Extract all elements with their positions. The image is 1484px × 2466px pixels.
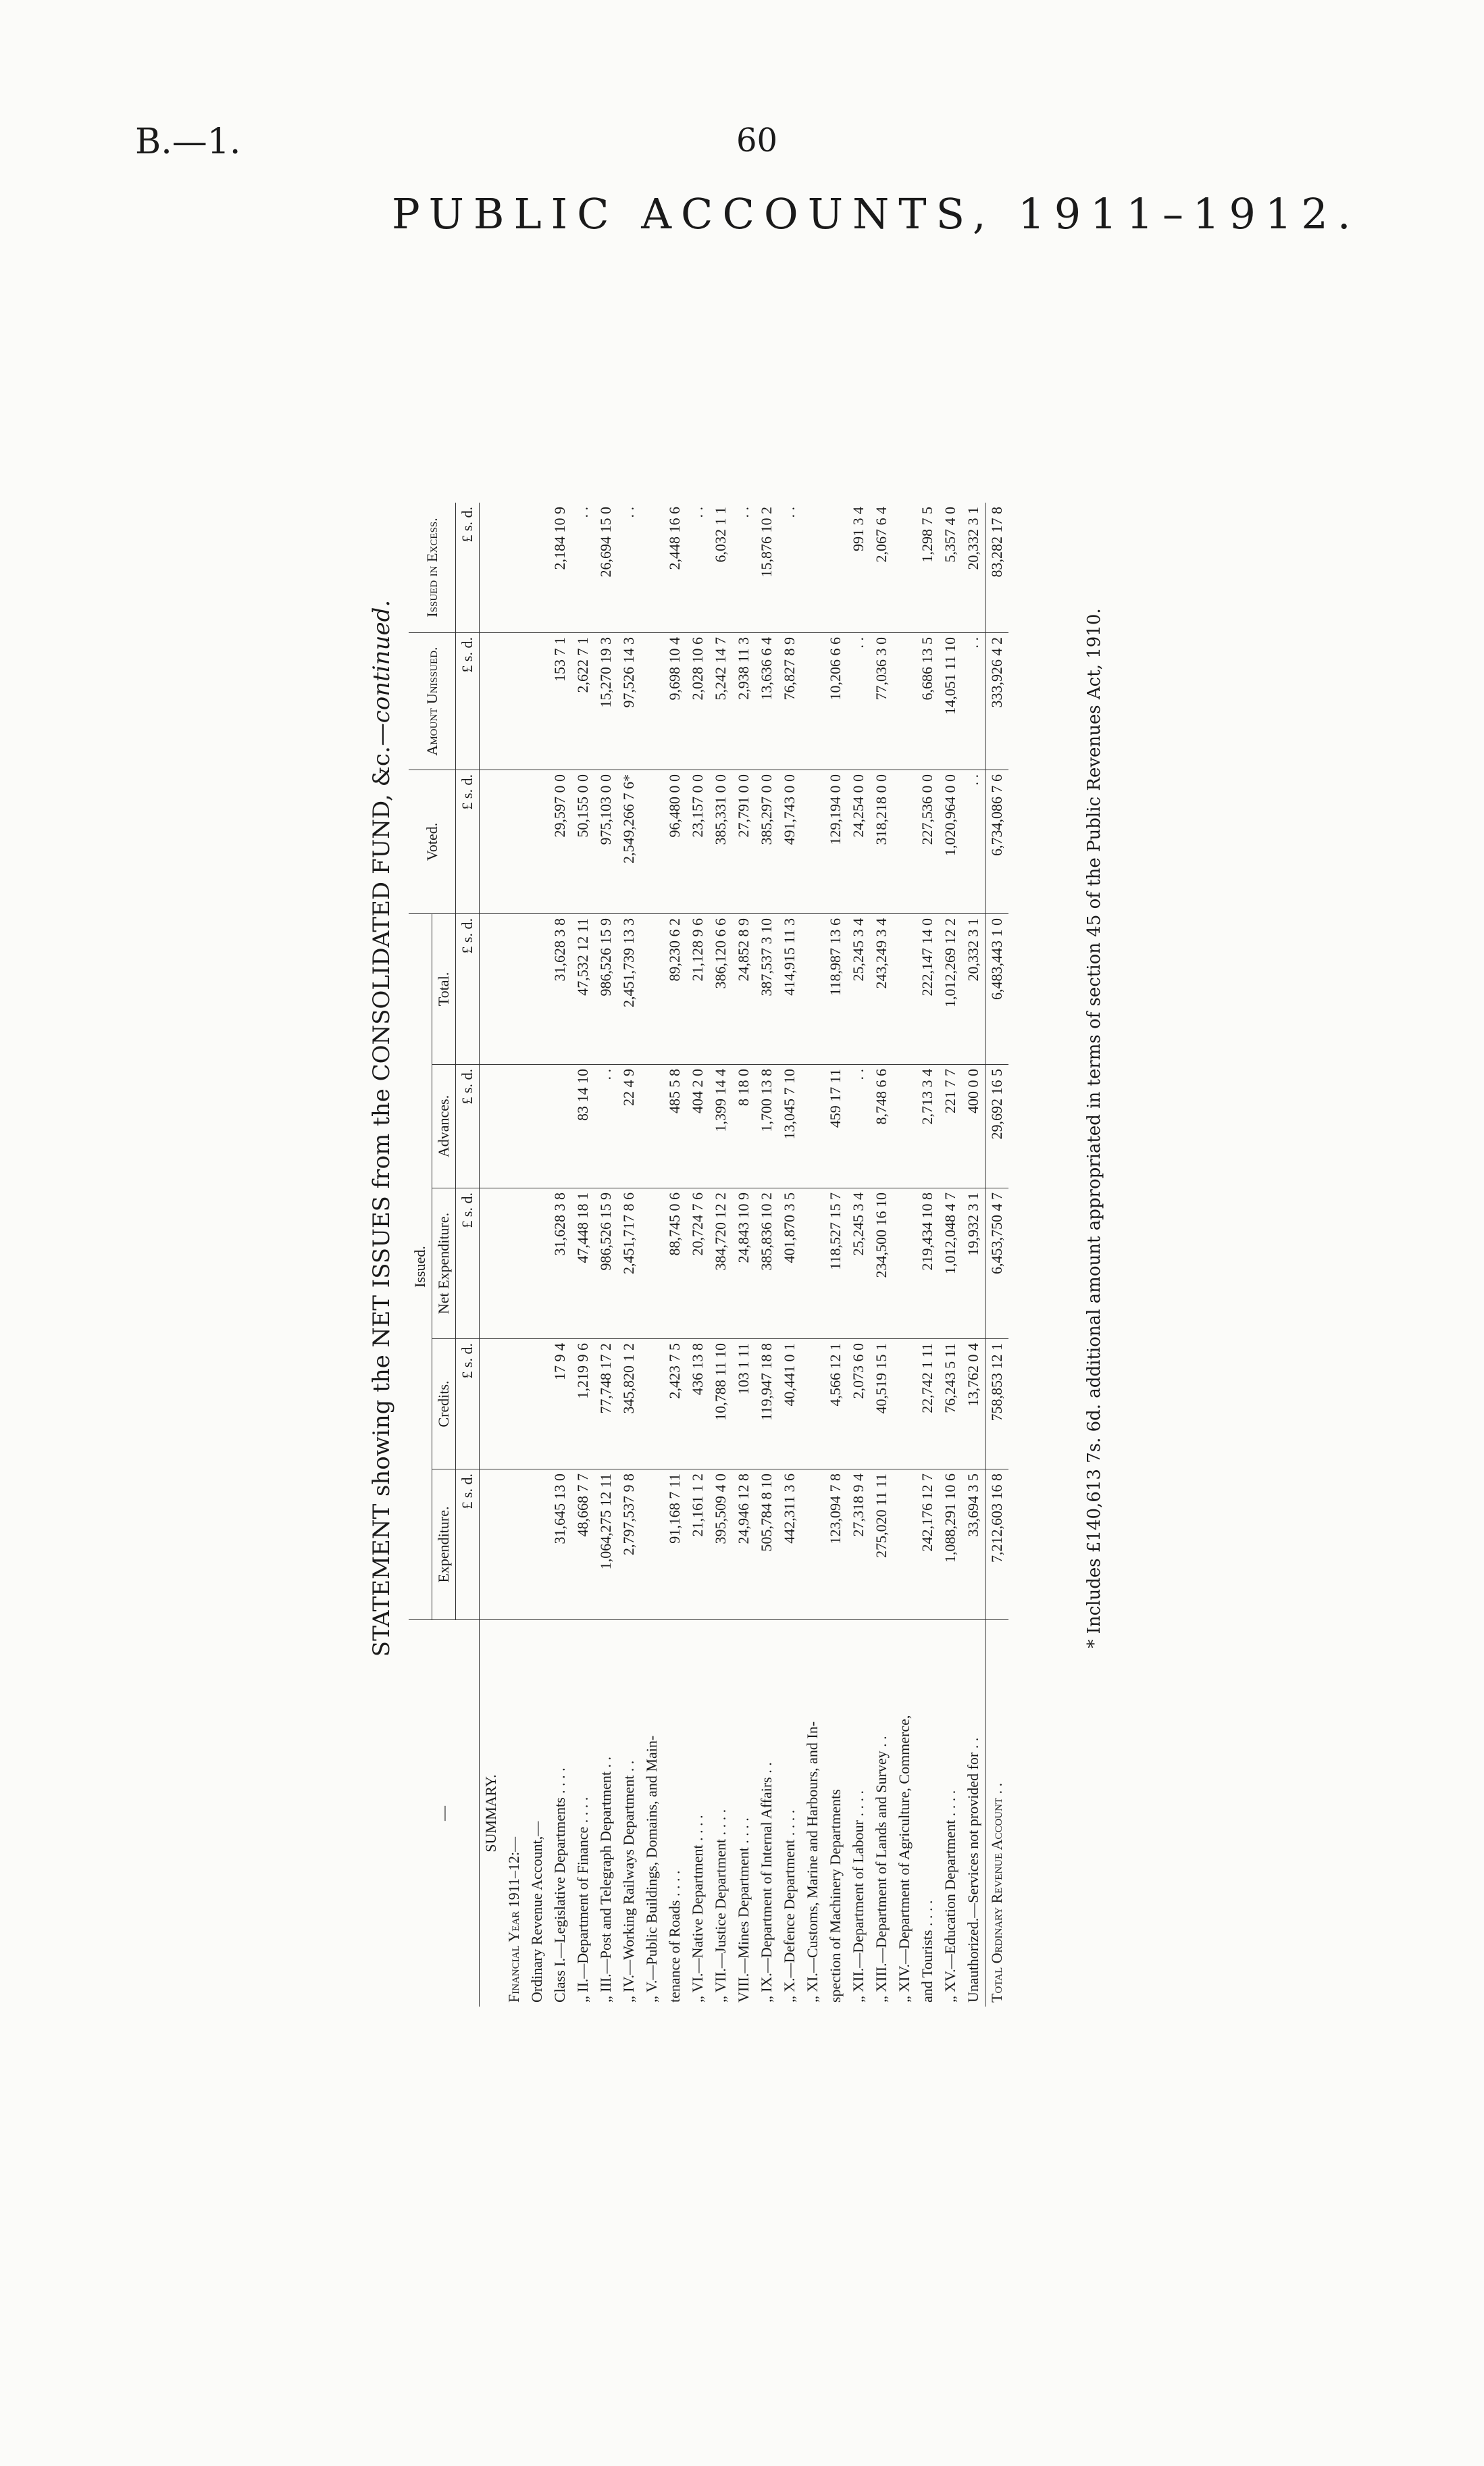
cell-advances <box>640 1065 663 1188</box>
header-credits: Credits. <box>432 1339 456 1469</box>
cell-amount-unissued: 14,051 11 10 <box>939 633 962 770</box>
page-number: 60 <box>736 122 778 159</box>
cell-voted: 1,020,964 0 0 <box>939 770 962 914</box>
cell-expenditure: 505,784 8 10 <box>755 1469 778 1620</box>
header-issued: Issued. <box>409 914 432 1620</box>
cell-expenditure: 91,168 7 11 <box>663 1469 686 1620</box>
cell-total: 20,332 3 1 <box>962 914 986 1065</box>
cell-voted: 491,743 0 0 <box>778 770 801 914</box>
cell-net-expenditure: 2,451,717 8 6 <box>617 1188 640 1339</box>
cell-amount-unissued: 153 7 1 <box>548 633 571 770</box>
cell-net-expenditure: 47,448 18 1 <box>571 1188 594 1339</box>
footnote: * Includes £140,613 7s. 6d. additional amount appropriated in terms of section 45 of the Public Revenues Act, 1910. <box>1084 608 1104 1649</box>
cell-advances: 485 5 8 <box>663 1065 686 1188</box>
cell-credits: 13,762 0 4 <box>962 1339 986 1469</box>
cell-expenditure: 442,311 3 6 <box>778 1469 801 1620</box>
cell-net-expenditure <box>893 1188 916 1339</box>
cell-amount-unissued: 2,938 11 3 <box>732 633 755 770</box>
cell-voted: 129,194 0 0 <box>824 770 847 914</box>
cell-total: 986,526 15 9 <box>594 914 617 1065</box>
cell-advances: 459 17 11 <box>824 1065 847 1188</box>
cell-total: 21,128 9 6 <box>686 914 709 1065</box>
cell-amount-unissued: 15,270 19 3 <box>594 633 617 770</box>
cell-credits: 22,742 1 11 <box>916 1339 939 1469</box>
total-voted: 6,734,086 7 6 <box>986 770 1009 914</box>
table-row <box>870 503 893 2007</box>
cell-total: 1,012,269 12 2 <box>939 914 962 1065</box>
cell-amount-unissued: 10,206 6 6 <box>824 633 847 770</box>
cell-amount-unissued <box>893 633 916 770</box>
table-row <box>640 503 663 2007</box>
page-title: PUBLIC ACCOUNTS, 1911–1912. <box>392 189 1360 238</box>
cell-expenditure: 24,946 12 8 <box>732 1469 755 1620</box>
cell-expenditure: 27,318 9 4 <box>847 1469 870 1620</box>
cell-amount-unissued: . . <box>962 633 986 770</box>
currency-label: £ s. d. <box>456 914 480 1065</box>
cell-credits <box>893 1339 916 1469</box>
cell-advances: . . <box>594 1065 617 1188</box>
cell-advances: 83 14 10 <box>571 1065 594 1188</box>
cell-total: 243,249 3 4 <box>870 914 893 1065</box>
row-label: „ VI.—Native Department . . . . <box>686 1620 709 2007</box>
cell-net-expenditure: 385,836 10 2 <box>755 1188 778 1339</box>
cell-issued-in-excess: 2,184 10 9 <box>551 507 568 570</box>
cell-credits: 103 1 11 <box>732 1339 755 1469</box>
cell-issued-in-excess: . . <box>620 507 637 518</box>
cell-expenditure: 275,020 11 11 <box>870 1469 893 1620</box>
row-label: VIII.—Mines Department . . . . <box>732 1620 755 2007</box>
cell-net-expenditure: 384,720 12 2 <box>709 1188 732 1339</box>
cell-voted: 27,791 0 0 <box>732 770 755 914</box>
cell-voted: 385,331 0 0 <box>709 770 732 914</box>
cell-expenditure: 48,668 7 7 <box>571 1469 594 1620</box>
cell-voted <box>640 770 663 914</box>
currency-label: £ s. d. <box>456 1188 480 1339</box>
table-row <box>778 503 801 2007</box>
cell-credits: 77,748 17 2 <box>594 1339 617 1469</box>
row-label: and Tourists . . . . <box>916 1620 939 2007</box>
cell-total <box>640 914 663 1065</box>
cell-total <box>801 914 824 1065</box>
row-label: „ IV.—Working Railways Department . . <box>617 1620 640 2007</box>
cell-amount-unissued: 6,686 13 5 <box>916 633 939 770</box>
row-label: „ II.—Department of Finance . . . . <box>571 1620 594 2007</box>
cell-total: 47,532 12 11 <box>571 914 594 1065</box>
cell-voted: . . <box>962 770 986 914</box>
cell-advances: 2,713 3 4 <box>916 1065 939 1188</box>
total-expenditure: 7,212,603 16 8 <box>986 1469 1009 1620</box>
cell-credits: 10,788 11 10 <box>709 1339 732 1469</box>
cell-issued-in-excess <box>824 503 847 633</box>
cell-advances <box>548 1065 571 1188</box>
cell-credits: 76,243 5 11 <box>939 1339 962 1469</box>
cell-net-expenditure: 986,526 15 9 <box>594 1188 617 1339</box>
cell-advances: 221 7 7 <box>939 1065 962 1188</box>
total-total: 6,483,443 1 0 <box>986 914 1009 1065</box>
cell-voted <box>801 770 824 914</box>
table-row <box>755 503 778 2007</box>
cell-amount-unissued: 77,036 3 0 <box>870 633 893 770</box>
header-total: Total. <box>432 914 456 1065</box>
document-code: B.—1. <box>135 122 241 162</box>
cell-issued-in-excess: 15,876 10 2 <box>758 507 775 578</box>
cell-issued-in-excess: 991 3 4 <box>850 507 867 551</box>
cell-voted <box>893 770 916 914</box>
cell-advances: 13,045 7 10 <box>778 1065 801 1188</box>
cell-total <box>893 914 916 1065</box>
cell-issued-in-excess <box>893 503 916 633</box>
cell-advances: 404 2 0 <box>686 1065 709 1188</box>
cell-voted: 24,254 0 0 <box>847 770 870 914</box>
row-label: „ XII.—Department of Labour . . . . <box>847 1620 870 2007</box>
cell-total: 414,915 11 3 <box>778 914 801 1065</box>
row-label: „ X.—Defence Department . . . . <box>778 1620 801 2007</box>
cell-advances: 1,399 14 4 <box>709 1065 732 1188</box>
cell-net-expenditure: 118,527 15 7 <box>824 1188 847 1339</box>
cell-voted: 227,536 0 0 <box>916 770 939 914</box>
cell-issued-in-excess: . . <box>781 507 798 518</box>
header-advances: Advances. <box>432 1065 456 1188</box>
cell-total: 31,628 3 8 <box>548 914 571 1065</box>
header-net-expenditure: Net Expenditure. <box>432 1188 456 1339</box>
total-row <box>986 503 1009 2007</box>
currency-label: £ s. d. <box>456 770 480 914</box>
cell-amount-unissued: . . <box>847 633 870 770</box>
cell-issued-in-excess: 26,694 15 0 <box>597 507 614 578</box>
cell-issued-in-excess: . . <box>574 507 591 518</box>
table-row <box>824 503 847 2007</box>
total-issued-in-excess: 83,282 17 8 <box>986 503 1009 633</box>
currency-label: £ s. d. <box>456 1469 480 1620</box>
cell-net-expenditure: 19,932 3 1 <box>962 1188 986 1339</box>
row-label: „ XV.—Education Department . . . . <box>939 1620 962 2007</box>
row-label: „ III.—Post and Telegraph Department . . <box>594 1620 617 2007</box>
cell-credits: 345,820 1 2 <box>617 1339 640 1469</box>
cell-voted: 385,297 0 0 <box>755 770 778 914</box>
table-row <box>548 503 571 2007</box>
table-row <box>663 503 686 2007</box>
cell-issued-in-excess: . . <box>689 507 706 518</box>
currency-label: £ s. d. <box>456 1339 480 1469</box>
cell-voted: 318,218 0 0 <box>870 770 893 914</box>
cell-advances: 22 4 9 <box>617 1065 640 1188</box>
cell-advances: 1,700 13 8 <box>755 1065 778 1188</box>
total-credits: 758,853 12 1 <box>986 1339 1009 1469</box>
cell-total: 222,147 14 0 <box>916 914 939 1065</box>
cell-net-expenditure: 1,012,048 4 7 <box>939 1188 962 1339</box>
cell-total: 387,537 3 10 <box>755 914 778 1065</box>
statement-continued: —continued. <box>368 599 395 747</box>
cell-issued-in-excess: 2,448 16 6 <box>666 507 683 570</box>
cell-net-expenditure: 24,843 10 9 <box>732 1188 755 1339</box>
header-blank: — <box>409 1620 480 2007</box>
table-row <box>571 503 594 2007</box>
table-row <box>686 503 709 2007</box>
table-row <box>709 503 732 2007</box>
header-issued-in-excess: Issued in Excess. <box>409 503 456 633</box>
total-net-expenditure: 6,453,750 4 7 <box>986 1188 1009 1339</box>
cell-expenditure: 2,797,537 9 8 <box>617 1469 640 1620</box>
cell-expenditure: 123,094 7 8 <box>824 1469 847 1620</box>
cell-expenditure: 21,161 1 2 <box>686 1469 709 1620</box>
total-advances: 29,692 16 5 <box>986 1065 1009 1188</box>
cell-net-expenditure <box>801 1188 824 1339</box>
cell-expenditure: 395,509 4 0 <box>709 1469 732 1620</box>
currency-label: £ s. d. <box>456 1065 480 1188</box>
cell-net-expenditure: 401,870 3 5 <box>778 1188 801 1339</box>
cell-total: 118,987 13 6 <box>824 914 847 1065</box>
cell-expenditure <box>640 1469 663 1620</box>
table-row <box>594 503 617 2007</box>
cell-credits: 4,566 12 1 <box>824 1339 847 1469</box>
cell-issued-in-excess: 5,357 4 0 <box>942 507 958 563</box>
table-row <box>916 503 939 2007</box>
cell-credits <box>801 1339 824 1469</box>
header-expenditure: Expenditure. <box>432 1469 456 1620</box>
cell-issued-in-excess <box>801 503 824 633</box>
cell-amount-unissued: 76,827 8 9 <box>778 633 801 770</box>
table-row <box>847 503 870 2007</box>
cell-total: 89,230 6 2 <box>663 914 686 1065</box>
cell-total: 25,245 3 4 <box>847 914 870 1065</box>
cell-expenditure: 242,176 12 7 <box>916 1469 939 1620</box>
financial-year-heading: Financial Year 1911–12:— <box>503 1620 526 2007</box>
cell-voted: 96,480 0 0 <box>663 770 686 914</box>
cell-credits: 1,219 9 6 <box>571 1339 594 1469</box>
cell-advances <box>801 1065 824 1188</box>
cell-total: 386,120 6 6 <box>709 914 732 1065</box>
cell-amount-unissued: 97,526 14 3 <box>617 633 640 770</box>
cell-credits: 17 9 4 <box>548 1339 571 1469</box>
row-label: Class I.—Legislative Departments . . . . <box>548 1620 571 2007</box>
cell-net-expenditure: 88,745 0 6 <box>663 1188 686 1339</box>
cell-net-expenditure: 31,628 3 8 <box>548 1188 571 1339</box>
cell-credits: 436 13 8 <box>686 1339 709 1469</box>
cell-amount-unissued <box>640 633 663 770</box>
cell-issued-in-excess: 20,332 3 1 <box>965 507 981 570</box>
summary-heading: SUMMARY. <box>480 1620 503 2007</box>
cell-expenditure: 1,088,291 10 6 <box>939 1469 962 1620</box>
cell-net-expenditure: 20,724 7 6 <box>686 1188 709 1339</box>
cell-voted: 23,157 0 0 <box>686 770 709 914</box>
cell-advances <box>893 1065 916 1188</box>
header-voted: Voted. <box>409 770 456 914</box>
statement-heading <box>368 230 395 2027</box>
header-amount-unissued: Amount Unissued. <box>409 633 456 770</box>
cell-voted: 29,597 0 0 <box>548 770 571 914</box>
row-label: „ VII.—Justice Department . . . . <box>709 1620 732 2007</box>
cell-net-expenditure <box>640 1188 663 1339</box>
row-label: „ XI.—Customs, Marine and Harbours, and In- <box>801 1620 824 2007</box>
table-row <box>962 503 986 2007</box>
total-label: Total Ordinary Revenue Account . . <box>986 1620 1009 2007</box>
cell-advances: 400 0 0 <box>962 1065 986 1188</box>
cell-advances: 8,748 6 6 <box>870 1065 893 1188</box>
cell-voted: 975,103 0 0 <box>594 770 617 914</box>
cell-amount-unissued: 13,636 6 4 <box>755 633 778 770</box>
cell-amount-unissued: 9,698 10 4 <box>663 633 686 770</box>
currency-label: £ s. d. <box>456 633 480 770</box>
cell-total: 2,451,739 13 3 <box>617 914 640 1065</box>
cell-issued-in-excess: 6,032 1 1 <box>712 507 729 563</box>
net-issues-table <box>409 503 1008 2007</box>
cell-expenditure: 33,694 3 5 <box>962 1469 986 1620</box>
row-label: tenance of Roads . . . . <box>663 1620 686 2007</box>
cell-issued-in-excess: . . <box>735 507 752 518</box>
cell-credits: 40,519 15 1 <box>870 1339 893 1469</box>
cell-voted: 50,155 0 0 <box>571 770 594 914</box>
ordinary-revenue-heading: Ordinary Revenue Account,— <box>526 1620 548 2007</box>
cell-net-expenditure: 25,245 3 4 <box>847 1188 870 1339</box>
cell-total: 24,852 8 9 <box>732 914 755 1065</box>
cell-expenditure: 1,064,275 12 11 <box>594 1469 617 1620</box>
cell-issued-in-excess: 1,298 7 5 <box>919 507 936 563</box>
row-label: „ V.—Public Buildings, Domains, and Main- <box>640 1620 663 2007</box>
cell-net-expenditure: 219,434 10 8 <box>916 1188 939 1339</box>
cell-credits: 119,947 18 8 <box>755 1339 778 1469</box>
cell-voted: 2,549,266 7 6* <box>617 770 640 914</box>
cell-credits: 2,073 6 0 <box>847 1339 870 1469</box>
table-row <box>617 503 640 2007</box>
cell-amount-unissued: 2,622 7 1 <box>571 633 594 770</box>
row-label: „ XIV.—Department of Agriculture, Commerce, <box>893 1620 916 2007</box>
row-label: Unauthorized.—Services not provided for . . <box>962 1620 986 2007</box>
row-label: „ IX.—Department of Internal Affairs . . <box>755 1620 778 2007</box>
cell-credits: 2,423 7 5 <box>663 1339 686 1469</box>
statement-title: STATEMENT showing the NET ISSUES from the CONSOLIDATED FUND, &c. <box>368 746 395 1657</box>
table-row <box>939 503 962 2007</box>
table-row <box>732 503 755 2007</box>
table-row <box>801 503 824 2007</box>
cell-issued-in-excess <box>640 503 663 633</box>
cell-expenditure: 31,645 13 0 <box>548 1469 571 1620</box>
cell-credits <box>640 1339 663 1469</box>
rotated-statement-page <box>368 230 1118 2027</box>
currency-label: £ s. d. <box>456 503 480 633</box>
cell-amount-unissued: 5,242 14 7 <box>709 633 732 770</box>
table-row <box>893 503 916 2007</box>
cell-issued-in-excess: 2,067 6 4 <box>873 507 890 563</box>
cell-expenditure <box>893 1469 916 1620</box>
cell-expenditure <box>801 1469 824 1620</box>
cell-advances: 8 18 0 <box>732 1065 755 1188</box>
cell-amount-unissued <box>801 633 824 770</box>
row-label: spection of Machinery Departments <box>824 1620 847 2007</box>
cell-net-expenditure: 234,500 16 10 <box>870 1188 893 1339</box>
cell-advances: . . <box>847 1065 870 1188</box>
cell-amount-unissued: 2,028 10 6 <box>686 633 709 770</box>
row-label: „ XIII.—Department of Lands and Survey . . <box>870 1620 893 2007</box>
total-amount-unissued: 333,926 4 2 <box>986 633 1009 770</box>
cell-credits: 40,441 0 1 <box>778 1339 801 1469</box>
